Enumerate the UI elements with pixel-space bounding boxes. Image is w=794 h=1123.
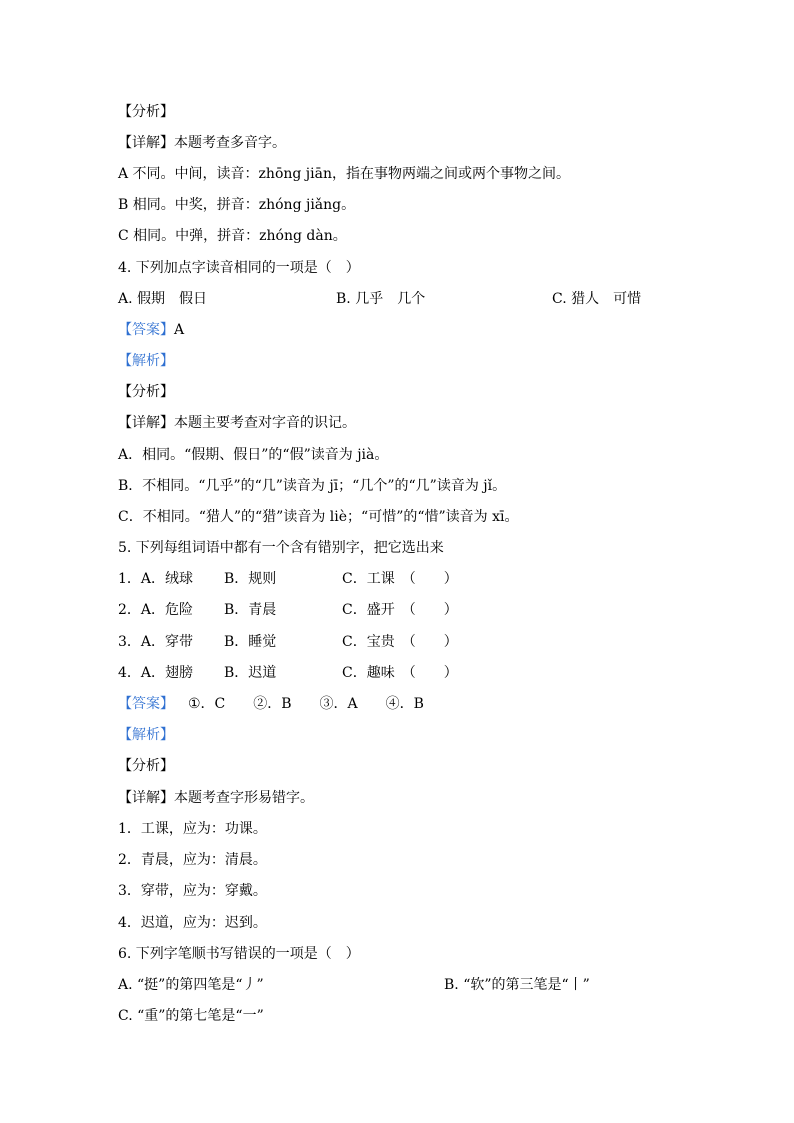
option-c: C. 猎人 可惜 xyxy=(552,291,642,307)
row-option-a: 3．A．穿带 xyxy=(118,634,194,650)
row-option-b: B．迟道 xyxy=(224,665,277,681)
option-a: A. 假期 假日 xyxy=(118,291,208,307)
detail-text: 4．迟道，应为：迟到。 xyxy=(118,915,267,931)
question-5-row xyxy=(118,600,678,620)
question-5-row xyxy=(118,632,678,652)
row-option-c: C．宝贵 （ ） xyxy=(342,634,458,650)
row-option-a: 2．A．危险 xyxy=(118,602,194,618)
answer-line xyxy=(118,320,184,340)
row-option-b: B．规则 xyxy=(224,571,277,587)
row-option-b: B．睡觉 xyxy=(224,634,277,650)
row-option-c: C．趣味 （ ） xyxy=(342,665,458,681)
question-5-row xyxy=(118,663,678,683)
detail-text: A 不同。中间，读音：zhōng jiān，指在事物两端之间或两个事物之间。 xyxy=(118,166,570,182)
detail-text: A．相同。“假期、假日”的“假”读音为 jià。 xyxy=(118,447,389,463)
option-b: B. 几乎 几个 xyxy=(336,291,426,307)
question-4-options xyxy=(118,289,678,309)
detail-text: 2．青晨，应为：清晨。 xyxy=(118,852,267,868)
detail-text: C 相同。中弹，拼音：zhóng dàn。 xyxy=(118,228,347,244)
detail-text: B．不相同。“几乎”的“几”读音为 jī；“几个”的“几”读音为 jǐ。 xyxy=(118,478,507,494)
question-5-row xyxy=(118,569,678,589)
option-b: B. “软”的第三笔是“丨” xyxy=(444,977,590,993)
explanation-heading: 【解析】 xyxy=(118,353,174,369)
answer-line xyxy=(118,694,424,714)
question-6-stem: 6. 下列字笔顺书写错误的一项是（ ） xyxy=(118,946,360,962)
analysis-heading: 【分析】 xyxy=(118,104,174,120)
option-a: A. “挺”的第四笔是“丿” xyxy=(118,977,264,993)
row-option-a: 4．A．翅膀 xyxy=(118,665,194,681)
analysis-heading: 【分析】 xyxy=(118,384,174,400)
option-c: C. “重”的第七笔是“一” xyxy=(118,1008,264,1024)
question-6-options xyxy=(118,975,678,995)
detail-text: C．不相同。“猎人”的“猎”读音为 liè；“可惜”的“惜”读音为 xī。 xyxy=(118,509,519,525)
question-4-stem: 4. 下列加点字读音相同的一项是（ ） xyxy=(118,260,360,276)
row-option-c: C．盛开 （ ） xyxy=(342,602,458,618)
detail-text: 1．工课，应为：功课。 xyxy=(118,821,267,837)
answer-value: A xyxy=(174,322,185,338)
question-5-stem: 5. 下列每组词语中都有一个含有错别字，把它选出来 xyxy=(118,540,444,556)
row-option-b: B．青晨 xyxy=(224,602,277,618)
detail-text: 【详解】本题考查多音字。 xyxy=(118,135,286,151)
answer-value: ①．C ②．B ③．A ④．B xyxy=(188,696,424,712)
answer-label: 【答案】 xyxy=(118,696,174,712)
detail-text: B 相同。中奖，拼音：zhóng jiǎng。 xyxy=(118,197,356,213)
detail-text: 3．穿带，应为：穿戴。 xyxy=(118,883,267,899)
row-option-c: C．工课 （ ） xyxy=(342,571,458,587)
answer-label: 【答案】 xyxy=(118,322,174,338)
row-option-a: 1．A．绒球 xyxy=(118,571,194,587)
explanation-heading: 【解析】 xyxy=(118,727,174,743)
analysis-heading: 【分析】 xyxy=(118,758,174,774)
detail-text: 【详解】本题主要考查对字音的识记。 xyxy=(118,415,356,431)
detail-text: 【详解】本题考查字形易错字。 xyxy=(118,790,314,806)
